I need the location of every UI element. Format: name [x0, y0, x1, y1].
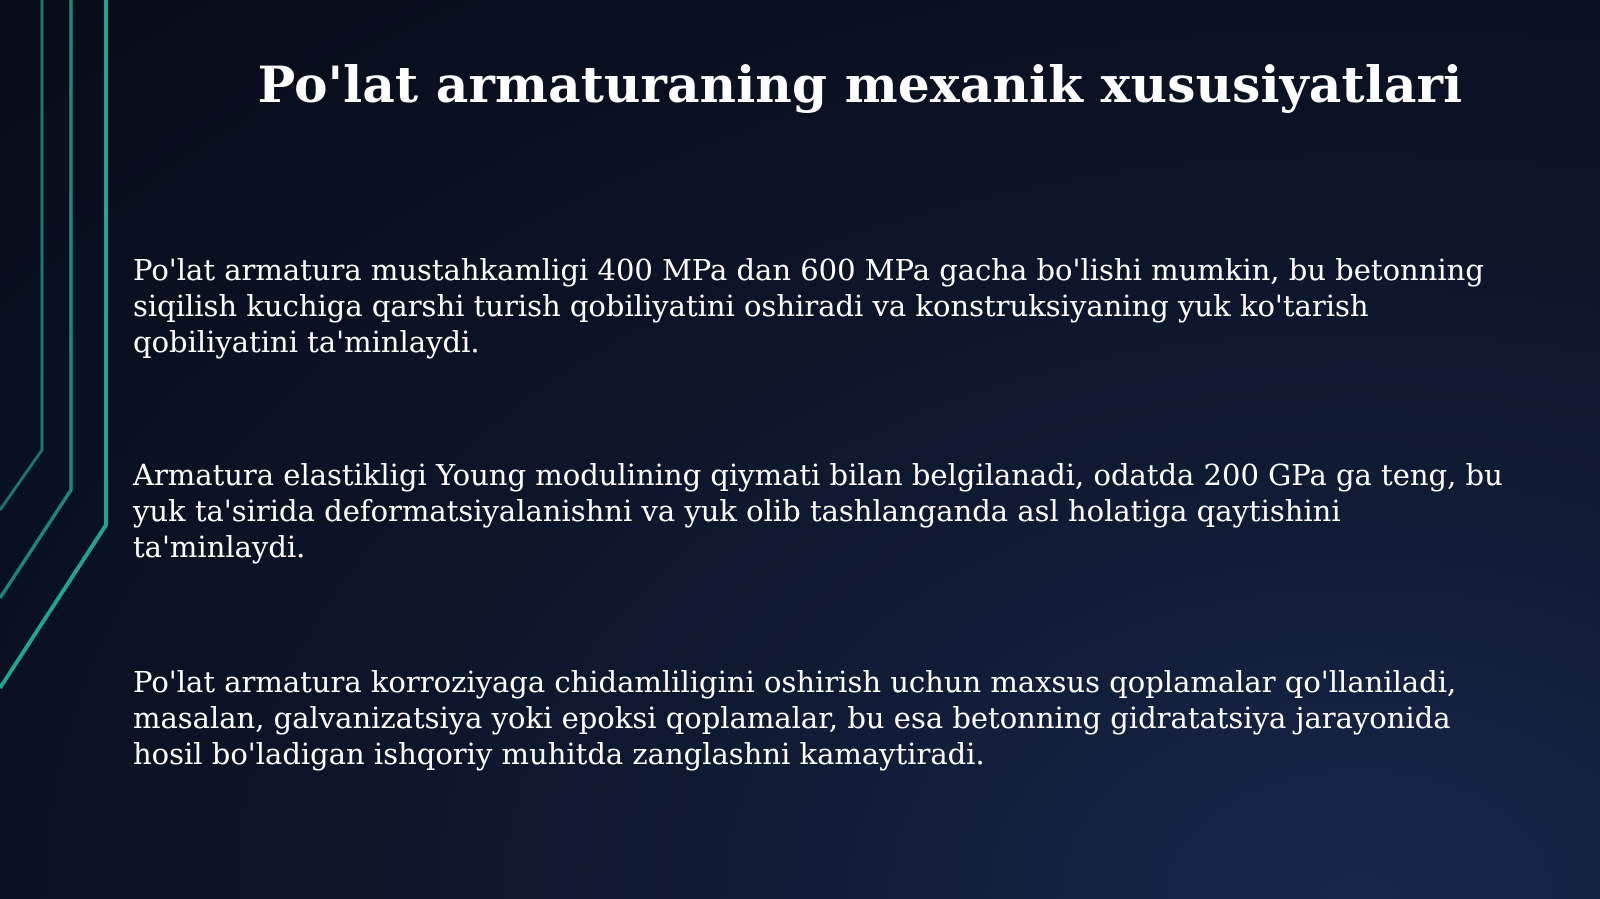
accent-line-middle [0, 0, 71, 598]
paragraph-corrosion: Po'lat armatura korroziyaga chidamliligini oshirish uchun maxsus qoplamalar qo'llaniladi, masalan, galvanizatsiya yoki epoksi qoplamalar, bu esa betonning gidratatsiya jarayonida hosil bo'ladigan ishqoriy muhitda zanglashni kamaytiradi. [133, 665, 1457, 771]
paragraph-strength: Po'lat armatura mustahkamligi 400 MPa dan 600 MPa gacha bo'lishi mumkin, bu betonning siqilish kuchiga qarshi turish qobiliyatini oshiradi va konstruksiyaning yuk ko'tarish qobiliyatini ta'minlaydi. [133, 253, 1484, 359]
accent-line-inner [0, 0, 42, 510]
paragraph-elasticity: Armatura elastikligi Young modulining qiymati bilan belgilanadi, odatda 200 GPa ga teng, bu yuk ta'sirida deformatsiyalanishni va yuk olib tashlanganda asl holatiga qaytishini ta'minlaydi. [133, 458, 1503, 564]
accent-line-outer [0, 0, 106, 688]
decorative-lines [0, 0, 130, 899]
slide-title: Po'lat armaturaning mexanik xususiyatlari [257, 55, 1463, 114]
